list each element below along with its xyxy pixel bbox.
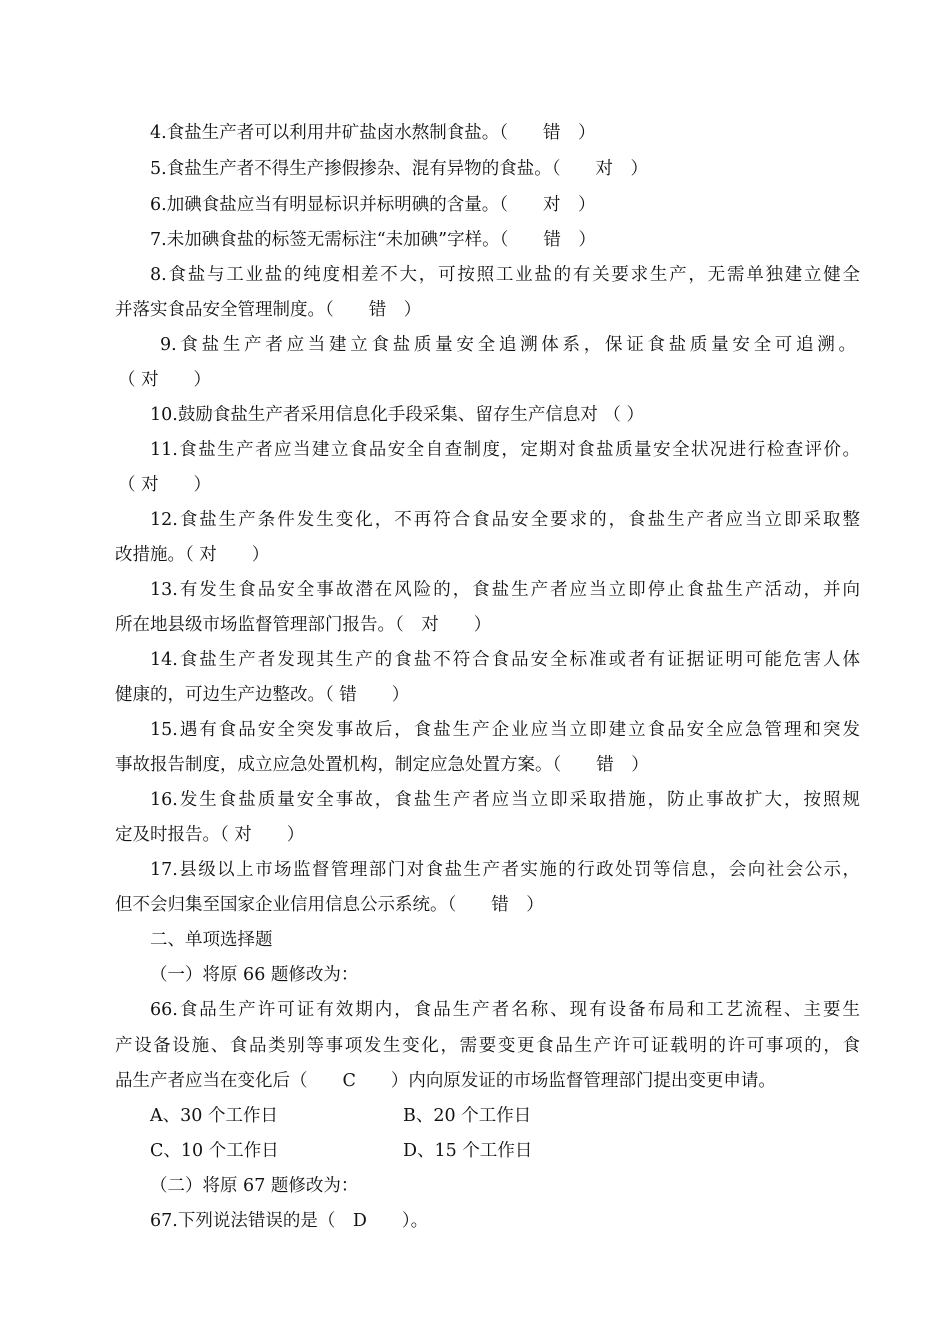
question-12-line-1: 12.食盐生产条件发生变化，不再符合食品安全要求的，食盐生产者应当立即采取整 bbox=[150, 510, 860, 530]
question-11-line-2: （ 对 ） bbox=[118, 475, 212, 495]
question-8-line-1: 8.食盐与工业盐的纯度相差不大，可按照工业盐的有关要求生产，无需单独建立健全 bbox=[150, 265, 860, 285]
question-12-line-2: 改措施。（ 对 ） bbox=[115, 545, 270, 565]
question-14-line-2: 健康的，可边生产边整改。（ 错 ） bbox=[115, 685, 410, 705]
question-14-line-1: 14.食盐生产者发现其生产的食盐不符合食品安全标准或者有证据证明可能危害人体 bbox=[150, 650, 860, 670]
question-8-line-2: 并落实食品安全管理制度。（ 错 ） bbox=[115, 300, 422, 320]
question-4: 4.食盐生产者可以利用井矿盐卤水熬制食盐。（ 错 ） bbox=[150, 123, 596, 143]
question-17-line-2: 但不会归集至国家企业信用信息公示系统。（ 错 ） bbox=[115, 895, 544, 915]
section-heading: 二、单项选择题 bbox=[150, 930, 273, 950]
question-6: 6.加碘食盐应当有明显标识并标明碘的含量。（ 对 ） bbox=[150, 195, 596, 215]
question-66-line-1: 66.食品生产许可证有效期内，食品生产者名称、现有设备布局和工艺流程、主要生 bbox=[150, 1000, 860, 1020]
question-9-line-1: 9.食盐生产者应当建立食盐质量安全追溯体系，保证食盐质量安全可追溯。 bbox=[160, 335, 856, 355]
question-9-line-2: （ 对 ） bbox=[118, 370, 212, 390]
option-b: B、20 个工作日 bbox=[403, 1106, 532, 1126]
question-16-line-2: 定及时报告。（ 对 ） bbox=[115, 825, 305, 845]
subsection-heading-1: （一）将原 66 题修改为： bbox=[150, 965, 359, 985]
question-15-line-2: 事故报告制度，成立应急处置机构，制定应急处置方案。（ 错 ） bbox=[115, 755, 649, 775]
subsection-heading-2: （二）将原 67 题修改为： bbox=[150, 1176, 359, 1196]
question-13-line-1: 13.有发生食品安全事故潜在风险的，食盐生产者应当立即停止食盐生产活动，并向 bbox=[150, 580, 860, 600]
option-a: A、30 个工作日 bbox=[150, 1106, 278, 1126]
question-16-line-1: 16.发生食盐质量安全事故，食盐生产者应当立即采取措施，防止事故扩大，按照规 bbox=[150, 790, 860, 810]
question-15-line-1: 15.遇有食品安全突发事故后，食盐生产企业应当立即建立食品安全应急管理和突发 bbox=[150, 720, 860, 740]
question-10: 10.鼓励食盐生产者采用信息化手段采集、留存生产信息对 （ ） bbox=[150, 405, 644, 425]
question-17-line-1: 17.县级以上市场监督管理部门对食盐生产者实施的行政处罚等信息，会向社会公示， bbox=[150, 860, 860, 880]
question-13-line-2: 所在地县级市场监督管理部门报告。（ 对 ） bbox=[115, 615, 492, 635]
question-5: 5.食盐生产者不得生产掺假掺杂、混有异物的食盐。（ 对 ） bbox=[150, 159, 648, 179]
option-c: C、10 个工作日 bbox=[150, 1141, 279, 1161]
question-66-line-2: 产设备设施、食品类别等事项发生变化，需要变更食品生产许可证载明的许可事项的，食 bbox=[115, 1036, 860, 1056]
question-67: 67.下列说法错误的是（ D ）。 bbox=[150, 1211, 429, 1231]
question-11-line-1: 11.食盐生产者应当建立食品安全自查制度，定期对食盐质量安全状况进行检查评价。 bbox=[150, 440, 860, 460]
option-d: D、15 个工作日 bbox=[403, 1141, 533, 1161]
question-66-line-3: 品生产者应当在变化后（ C ）内向原发证的市场监督管理部门提出变更申请。 bbox=[115, 1071, 776, 1091]
question-7: 7.未加碘食盐的标签无需标注“未加碘”字样。（ 错 ） bbox=[150, 230, 596, 250]
